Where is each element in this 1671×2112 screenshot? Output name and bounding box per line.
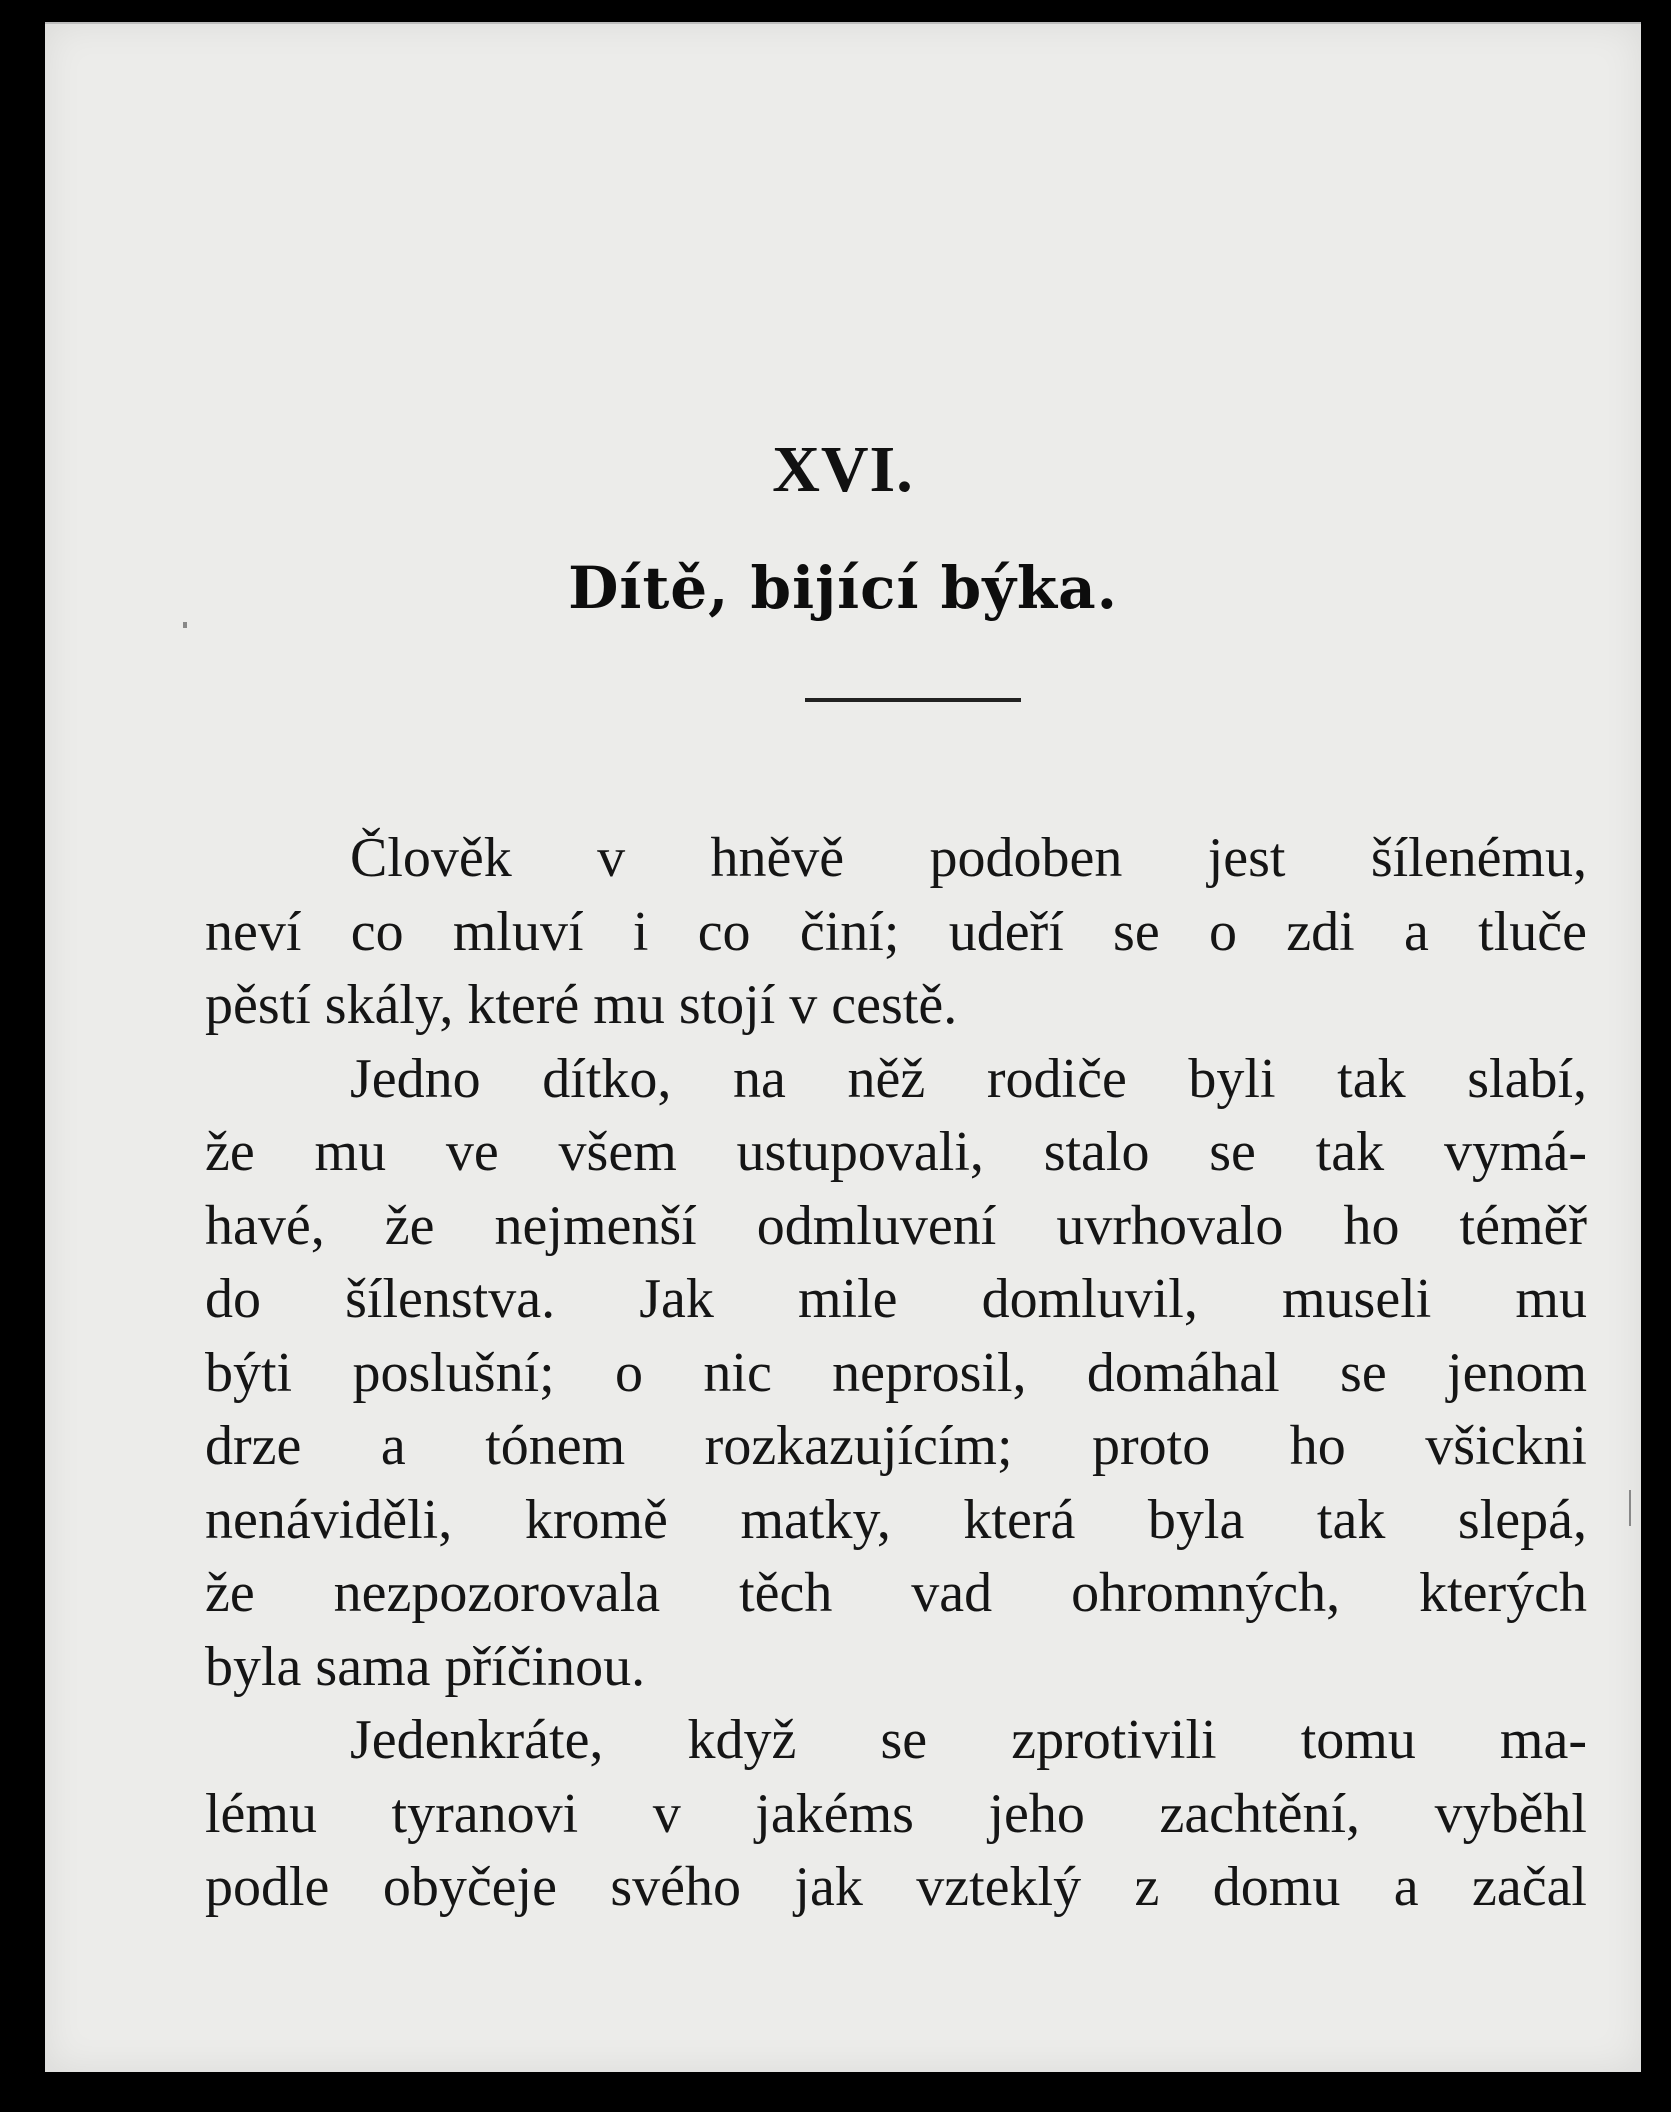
- text-line: Jedno dítko, na něž rodiče byli tak slabí,: [350, 1047, 1587, 1110]
- text-line: drze a tónem rozkazujícím; proto ho všickni: [205, 1415, 1587, 1477]
- scan-speck: [183, 622, 187, 628]
- text-line: podle obyčeje svého jak vzteklý z domu a začal: [205, 1856, 1587, 1918]
- text-line: neví co mluví i co činí; udeří se o zdi a tluče: [205, 900, 1587, 963]
- text-line: Jedenkráte, když se zprotivili tomu ma-: [350, 1709, 1587, 1771]
- text-line: Člověk v hněvě podoben jest šílenému,: [350, 827, 1587, 889]
- chapter-body: [205, 822, 1587, 1925]
- text-line: pěstí skály, které mu stojí v cestě.: [205, 974, 958, 1036]
- scan-speck: [1629, 1490, 1631, 1526]
- text-line: nenáviděli, kromě matky, která byla tak slepá,: [205, 1488, 1587, 1551]
- title-divider: [805, 698, 1021, 702]
- text-line: že mu ve všem ustupovali, stalo se tak vymá-: [205, 1121, 1587, 1183]
- book-page: [45, 22, 1641, 2072]
- text-line: býti poslušní; o nic neprosil, domáhal se jenom: [205, 1341, 1587, 1404]
- text-line: lému tyranovi v jakéms jeho zachtění, vyběhl: [205, 1782, 1587, 1845]
- text-line: havé, že nejmenší odmluvení uvrhovalo ho téměř: [205, 1194, 1587, 1257]
- text-line: byla sama příčinou.: [205, 1635, 646, 1698]
- chapter-title: Dítě, bijící býka.: [568, 554, 1118, 622]
- page-edge-line: [45, 22, 1641, 24]
- text-line: do šílenstva. Jak mile domluvil, museli mu: [205, 1268, 1587, 1330]
- chapter-number: XVI.: [772, 433, 914, 506]
- text-line: že nezpozorovala těch vad ohromných, kterých: [205, 1562, 1587, 1624]
